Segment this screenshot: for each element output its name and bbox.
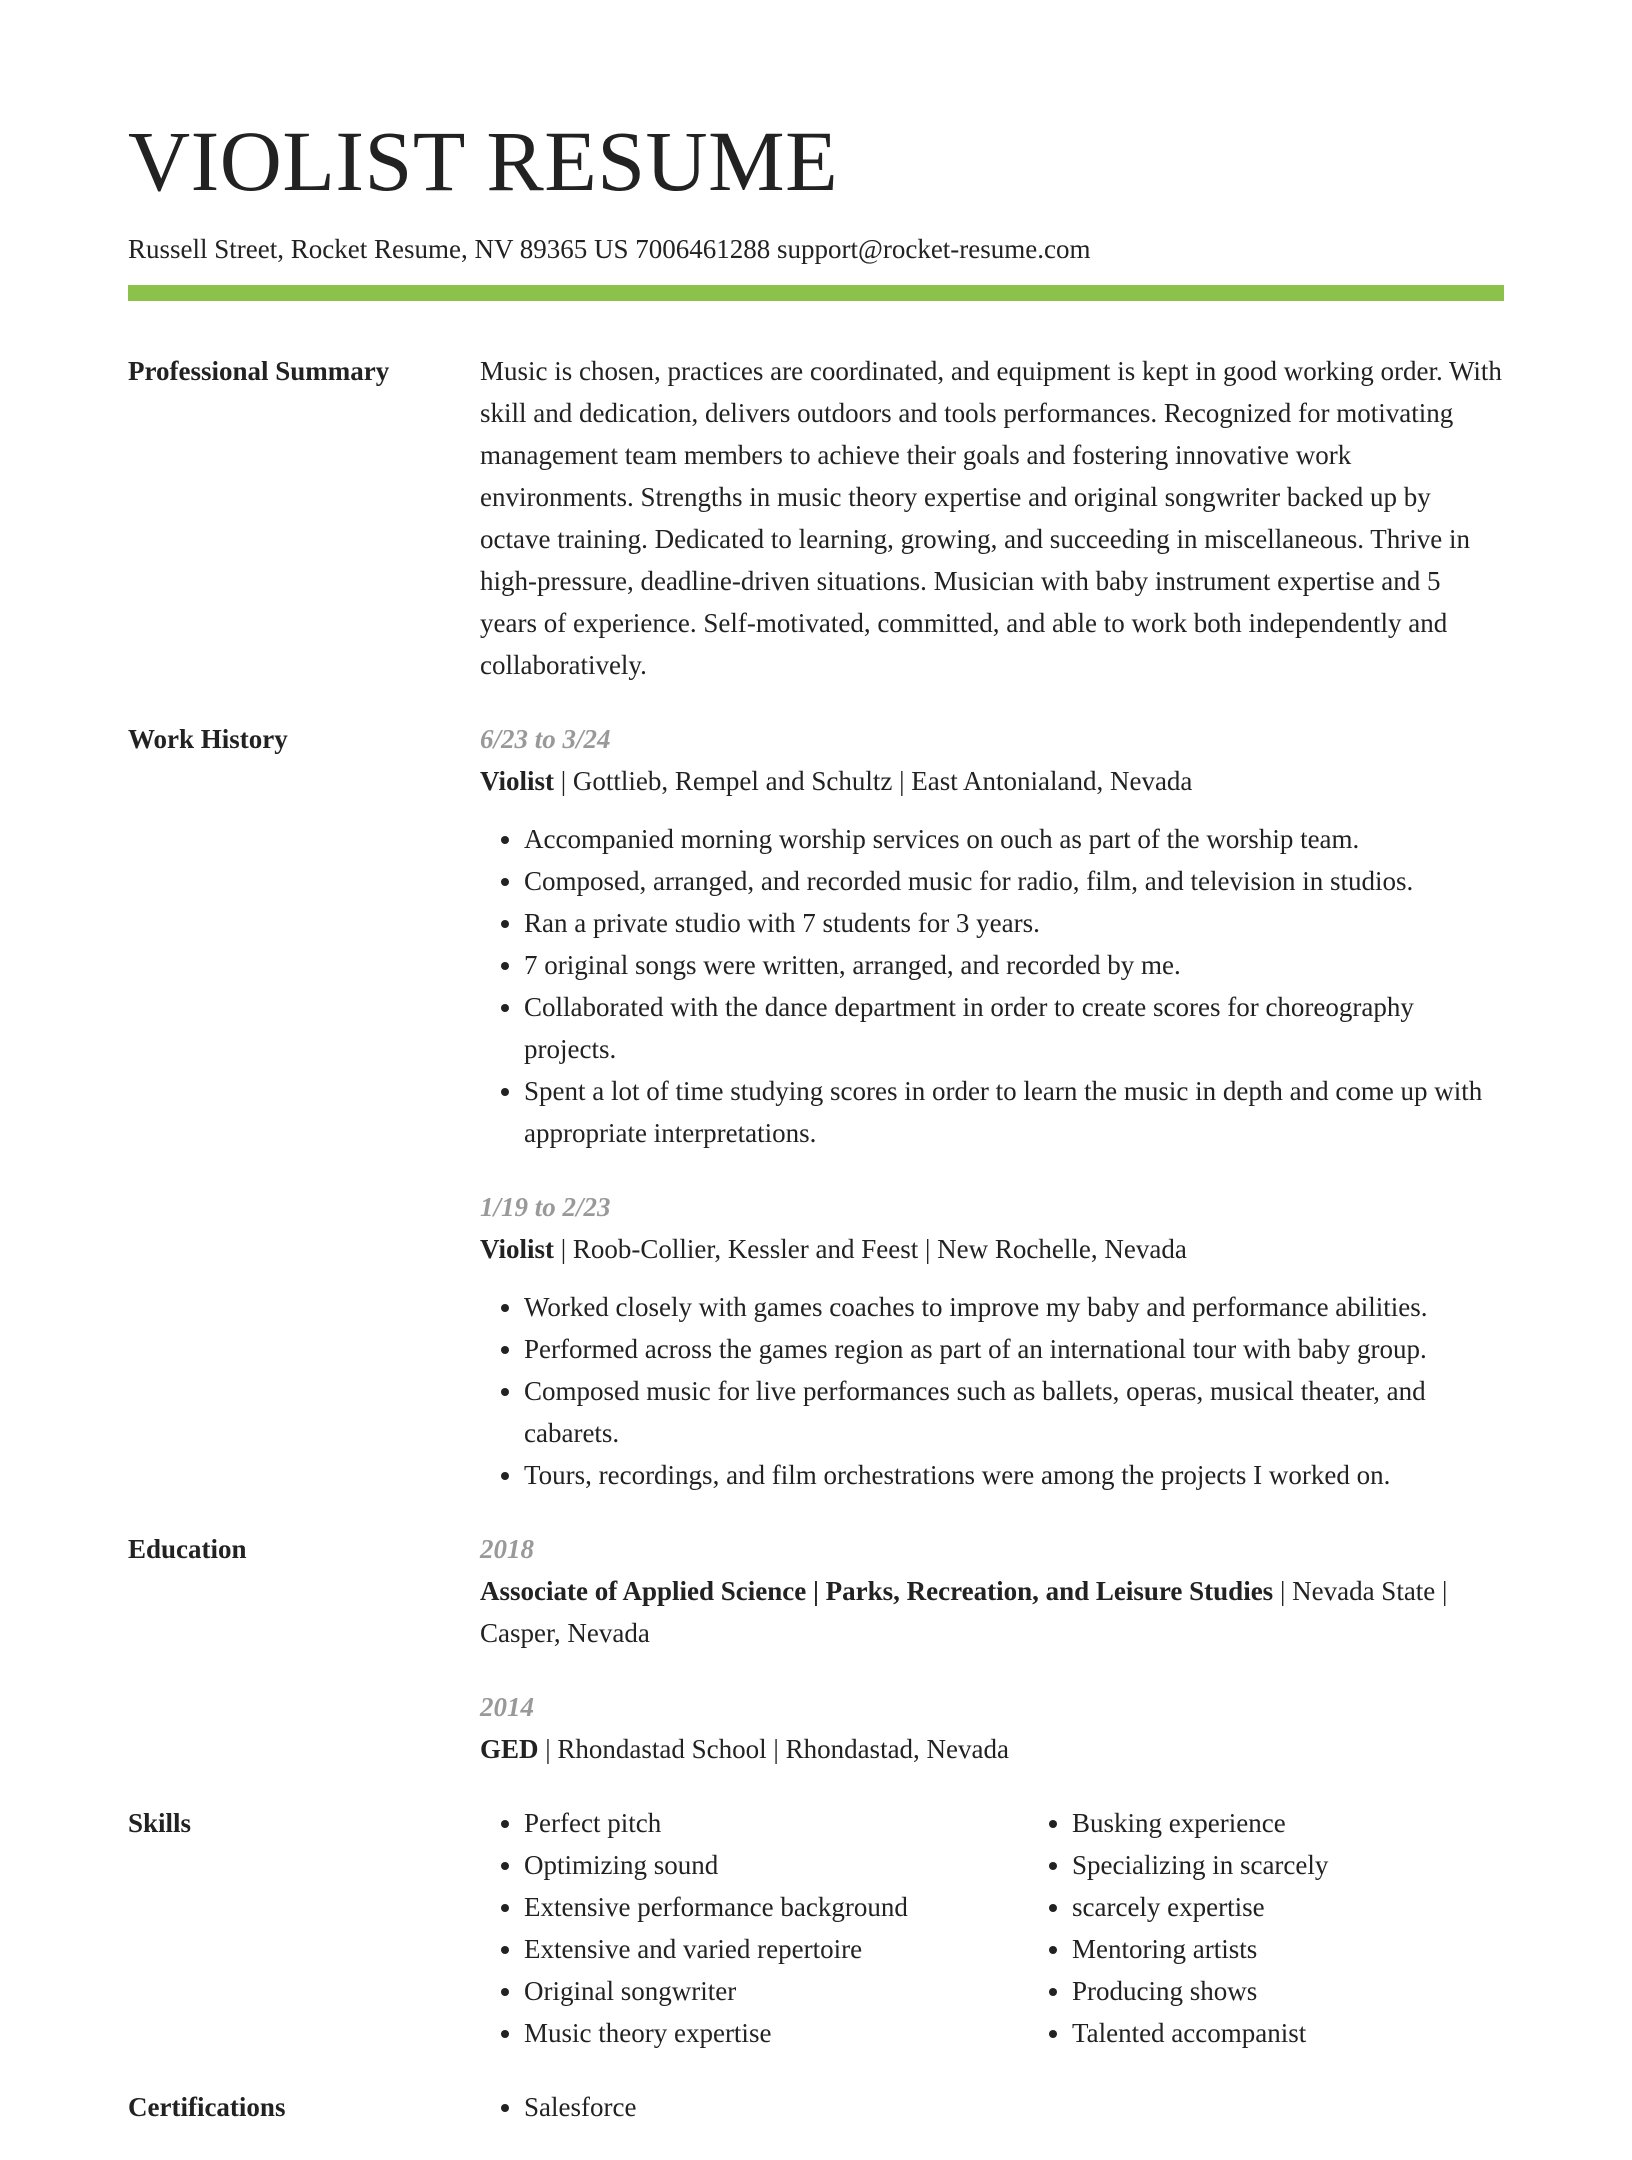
list-item: • Performed across the games region as part of an international tour with baby group.: [524, 1328, 1504, 1370]
certifications-body: [480, 2086, 1504, 2128]
job-entry: [480, 1186, 1504, 1496]
job-details: | Roob-Collier, Kessler and Feest | New Rochelle, Nevada: [554, 1234, 1187, 1264]
certifications-section: [128, 2086, 1504, 2128]
skills-body: [480, 1802, 1504, 2054]
education-entry: [480, 1686, 1504, 1770]
skills-columns: [480, 1802, 1504, 2054]
education-section: [128, 1528, 1504, 1770]
summary-section: [128, 350, 1504, 686]
resume-title: VIOLIST RESUME: [128, 113, 839, 209]
section-heading: Certifications: [128, 2092, 286, 2122]
resume-sections: [128, 350, 1504, 2160]
list-item: • Worked closely with games coaches to improve my baby and performance abilities.: [524, 1286, 1504, 1328]
job-entry: [480, 718, 1504, 1154]
certifications-list: [480, 2086, 1504, 2128]
skills-list-right: [1028, 1802, 1504, 2054]
education-details: | Rhondastad School | Rhondastad, Nevada: [538, 1734, 1009, 1764]
job-bullets: [480, 818, 1504, 1154]
job-heading: [480, 760, 1504, 802]
work-history-body: [480, 718, 1504, 1496]
job-dates: 6/23 to 3/24: [480, 724, 611, 754]
section-heading: Professional Summary: [128, 356, 390, 386]
education-details: | Nevada State | Casper, Nevada: [480, 1576, 1448, 1648]
list-item: • Perfect pitch: [524, 1802, 1028, 1844]
summary-text: Music is chosen, practices are coordinated, and equipment is kept in good working order. With skill and dedication, delivers outdoors and tools performances. Recognized for motivating management team members to achieve their goals and fostering innovative work environments. Strengths in music theory expertise and original songwriter backed up by octave training. Dedicated to learning, growing, and succeeding in miscellaneous. Thrive in high-pressure, deadline-driven situations. Musician with baby instrument expertise and 5 years of experience. Self-motivated, committed, and able to work both independently and collaboratively.: [480, 356, 1502, 680]
education-heading: [480, 1728, 1504, 1770]
list-item: • Ran a private studio with 7 students for 3 years.: [524, 902, 1504, 944]
accent-divider: [128, 285, 1504, 301]
job-bullets: [480, 1286, 1504, 1496]
list-item: • Composed music for live performances such as ballets, operas, musical theater, and cabarets.: [524, 1370, 1504, 1454]
job-dates: 1/19 to 2/23: [480, 1192, 611, 1222]
summary-body: [480, 350, 1504, 686]
list-item: • Optimizing sound: [524, 1844, 1028, 1886]
list-item: • Mentoring artists: [1072, 1928, 1504, 1970]
skills-section: [128, 1802, 1504, 2054]
education-year: 2018: [480, 1534, 534, 1564]
section-heading: Skills: [128, 1808, 192, 1838]
list-item: • Specializing in scarcely: [1072, 1844, 1504, 1886]
job-heading: [480, 1228, 1504, 1270]
list-item: • Spent a lot of time studying scores in order to learn the music in depth and come up with appropriate interpretations.: [524, 1070, 1504, 1154]
section-heading: Work History: [128, 724, 288, 754]
list-item: • Music theory expertise: [524, 2012, 1028, 2054]
skills-list-left: [480, 1802, 1028, 2054]
list-item: • Busking experience: [1072, 1802, 1504, 1844]
list-item: • 7 original songs were written, arranged, and recorded by me.: [524, 944, 1504, 986]
job-title: Violist: [480, 766, 554, 796]
list-item: • Tours, recordings, and film orchestrations were among the projects I worked on.: [524, 1454, 1504, 1496]
education-heading: [480, 1570, 1504, 1654]
list-item: • Collaborated with the dance department in order to create scores for choreography projects.: [524, 986, 1504, 1070]
list-item: • Talented accompanist: [1072, 2012, 1504, 2054]
list-item: • scarcely expertise: [1072, 1886, 1504, 1928]
list-item: • Original songwriter: [524, 1970, 1028, 2012]
list-item: • Salesforce: [524, 2086, 1504, 2128]
work-history-section: [128, 718, 1504, 1496]
education-year: 2014: [480, 1692, 534, 1722]
contact-line: Russell Street, Rocket Resume, NV 89365 US 7006461288 support@rocket-resume.com: [128, 234, 1091, 264]
education-body: [480, 1528, 1504, 1770]
list-item: • Composed, arranged, and recorded music for radio, film, and television in studios.: [524, 860, 1504, 902]
job-title: Violist: [480, 1234, 554, 1264]
list-item: • Extensive and varied repertoire: [524, 1928, 1028, 1970]
list-item: • Producing shows: [1072, 1970, 1504, 2012]
list-item: • Accompanied morning worship services on ouch as part of the worship team.: [524, 818, 1504, 860]
education-degree: Associate of Applied Science | Parks, Recreation, and Leisure Studies: [480, 1576, 1274, 1606]
list-item: • Extensive performance background: [524, 1886, 1028, 1928]
section-heading: Education: [128, 1534, 247, 1564]
education-degree: GED: [480, 1734, 539, 1764]
job-details: | Gottlieb, Rempel and Schultz | East Antonialand, Nevada: [554, 766, 1193, 796]
education-entry: [480, 1528, 1504, 1654]
